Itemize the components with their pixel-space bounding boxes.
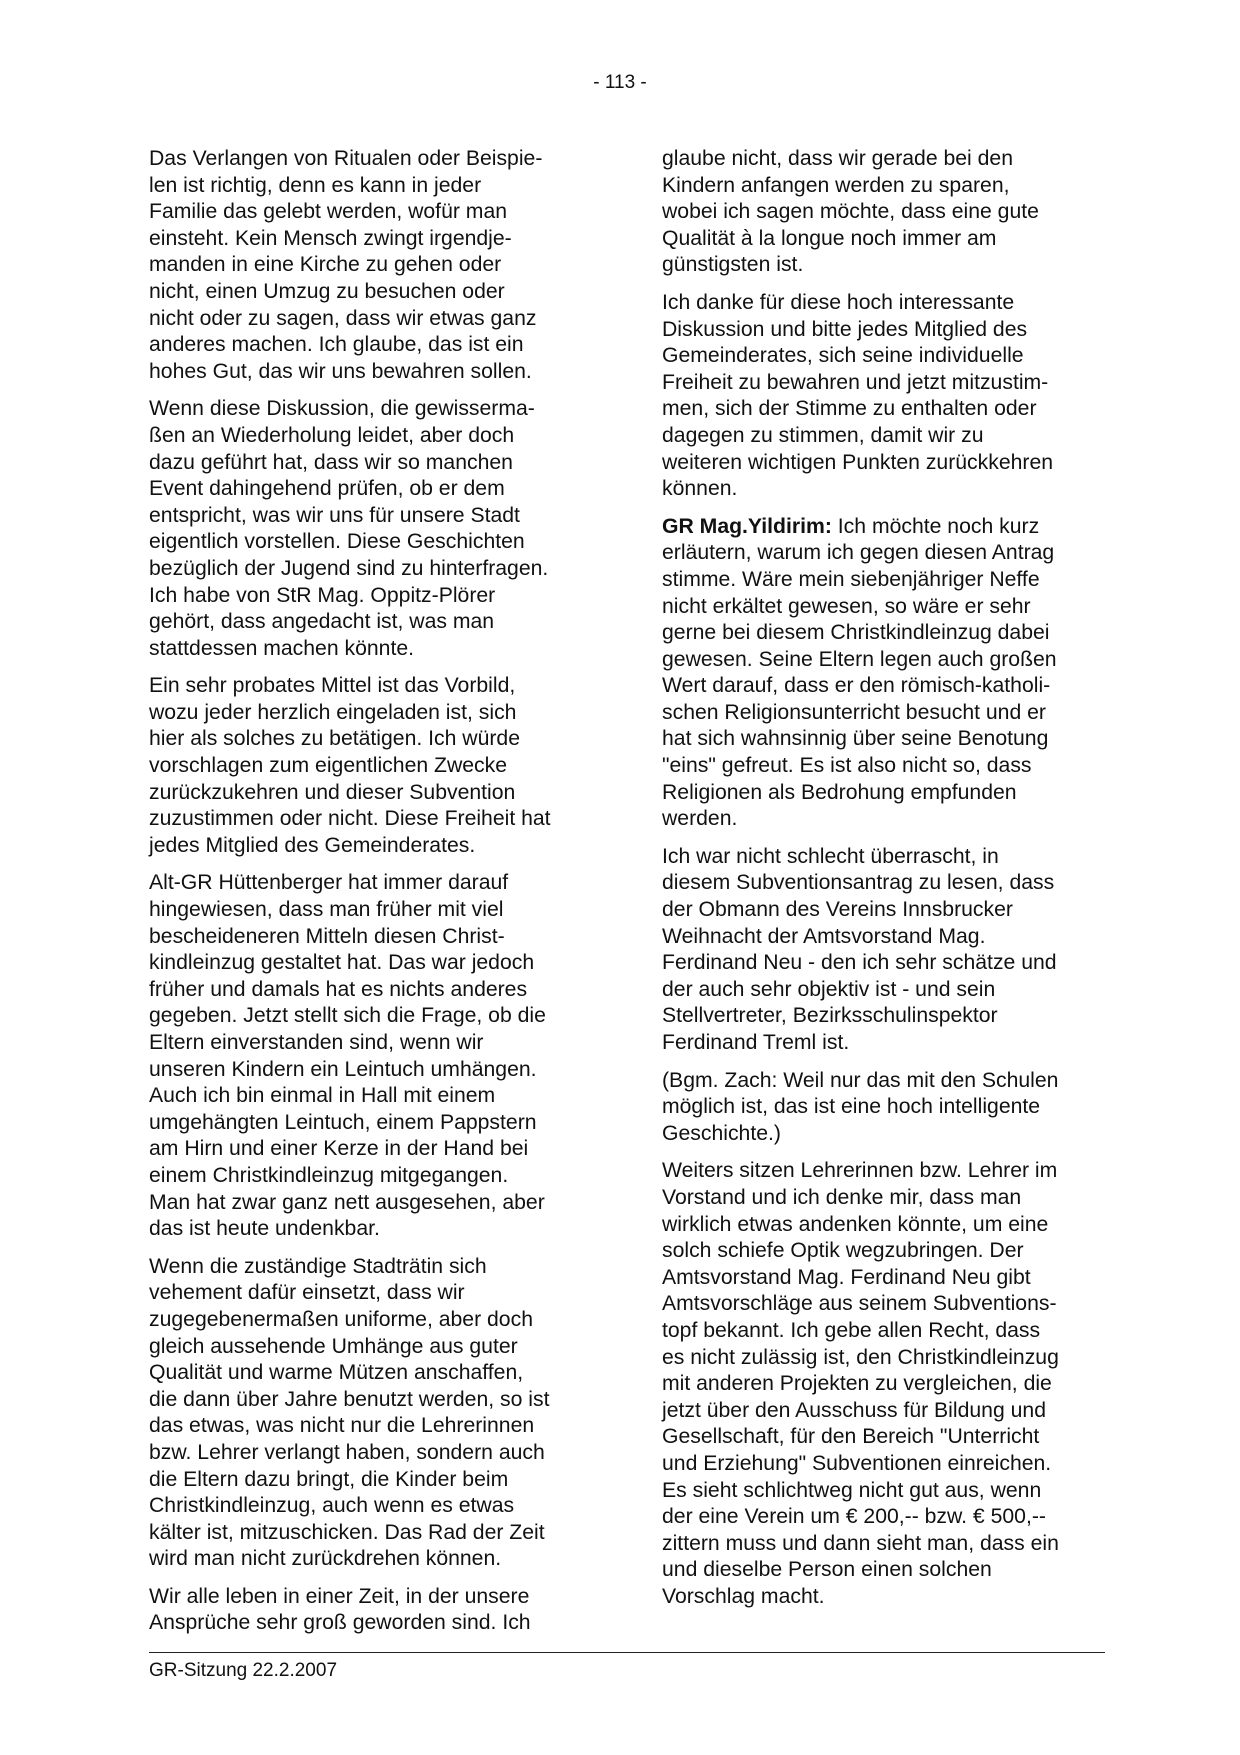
speaker-name: GR Mag.Yildirim: <box>662 514 832 538</box>
footer-session-date: GR-Sitzung 22.2.2007 <box>149 1660 338 1681</box>
speaker-text: Ich möchte noch kurz erläutern, warum ich gegen diesen Antrag stimme. Wäre mein siebenjähriger Neffe nicht erkältet gewesen, so wäre er sehr gerne bei diesem Christkindleinzug dabei gewesen. Seine Eltern legen auch großen Wert darauf, dass er den römisch-katholi- schen Religionsunterricht besucht und er hat sich wahnsinnig über seine Benotung "eins" gefreut. Es ist also nicht so, dass Religionen als Bedrohung empfunden werden. <box>662 514 1057 831</box>
right-column <box>662 146 1100 1621</box>
paragraph: Alt-GR Hüttenberger hat immer darauf hingewiesen, dass man früher mit viel bescheideneren Mitteln diesen Christ- kindleinzug gestaltet hat. Das war jedoch früher und damals hat es nichts anderes gegeben. Jetzt stellt sich die Frage, ob die Eltern einverstanden sind, wenn wir unseren Kindern ein Leintuch umhängen. Auch ich bin einmal in Hall mit einem umgehängten Leintuch, einem Pappstern am Hirn und einer Kerze in der Hand bei einem Christkindleinzug mitgegangen. Man hat zwar ganz nett ausgesehen, aber das ist heute undenkbar. <box>149 871 546 1241</box>
paragraph: Ich war nicht schlecht überrascht, in diesem Subventionsantrag zu lesen, dass der Obmann des Vereins Innsbrucker Weihnacht der Amtsvorstand Mag. Ferdinand Neu - den ich sehr schätze und der auch sehr objektiv ist - und sein Stellvertreter, Bezirksschulinspektor Ferdinand Treml ist. <box>662 844 1057 1054</box>
paragraph: Ein sehr probates Mittel ist das Vorbild, wozu jeder herzlich eingeladen ist, sich hier als solches zu betätigen. Ich würde vorschlagen zum eigentlichen Zwecke zurückzukehren und dieser Subvention zuzustimmen oder nicht. Diese Freiheit hat jedes Mitglied des Gemeinderates. <box>149 674 551 857</box>
paragraph: Wir alle leben in einer Zeit, in der unsere Ansprüche sehr groß geworden sind. Ich <box>149 1584 531 1635</box>
page-number: - 113 - <box>593 72 647 93</box>
paragraph: Ich danke für diese hoch interessante Diskussion und bitte jedes Mitglied des Gemeinderates, sich seine individuelle Freiheit zu bewahren und jetzt mitzustim- men, sich der Stimme zu enthalten oder dagegen zu stimmen, damit wir zu weiteren wichtigen Punkten zurückkehren können. <box>662 290 1054 501</box>
paragraph: Wenn diese Diskussion, die gewisserma- ßen an Wiederholung leidet, aber doch dazu geführt hat, dass wir so manchen Event dahingehend prüfen, ob er dem entspricht, was wir uns für unsere Stadt eigentlich vorstellen. Diese Geschichten bezüglich der Jugend sind zu hinterfragen. Ich habe von StR Mag. Oppitz-Plörer gehört, dass angedacht ist, was man stattdessen machen könnte. <box>149 397 549 660</box>
speaker-paragraph <box>662 514 1100 833</box>
paragraph: Das Verlangen von Ritualen oder Beispie- len ist richtig, denn es kann in jeder Familie das gelebt werden, wofür man einsteht. Kein Mensch zwingt irgendje- manden in eine Kirche zu gehen oder nicht, einen Umzug zu besuchen oder nicht oder zu sagen, dass wir etwas ganz anderes machen. Ich glaube, das ist ein hohes Gut, das wir uns bewahren sollen. <box>149 147 543 383</box>
paragraph: Wenn die zuständige Stadträtin sich vehement dafür einsetzt, dass wir zugegebenermaßen uniforme, aber doch gleich aussehende Umhänge aus guter Qualität und warme Mützen anschaffen, die dann über Jahre benutzt werden, so ist das etwas, was nicht nur die Lehrerinnen bzw. Lehrer verlangt haben, sondern auch die Eltern dazu bringt, die Kinder beim Christkindleinzug, auch wenn es etwas kälter ist, mitzuschicken. Das Rad der Zeit wird man nicht zurückdrehen können. <box>149 1254 550 1571</box>
paragraph: glaube nicht, dass wir gerade bei den Kindern anfangen werden zu sparen, wobei ich sagen möchte, dass eine gute Qualität à la longue noch immer am günstigsten ist. <box>662 147 1039 277</box>
footer-divider <box>149 1652 1105 1653</box>
paragraph: Weiters sitzen Lehrerinnen bzw. Lehrer im Vorstand und ich denke mir, dass man wirklich etwas andenken könnte, um eine solch schiefe Optik wegzubringen. Der Amtsvorstand Mag. Ferdinand Neu gibt Amtsvorschläge aus seinem Subventions- topf bekannt. Ich gebe allen Recht, dass es nicht zulässig ist, den Christkindleinzug mit anderen Projekten zu vergleichen, die jetzt über den Ausschuss für Bildung und Gesellschaft, für den Bereich "Unterricht und Erziehung" Subventionen einreichen. Es sieht schlichtweg nicht gut aus, wenn der eine Verein um € 200,-- bzw. € 500,-- zittern muss und dann sieht man, dass ein und dieselbe Person einen solchen Vorschlag macht. <box>662 1159 1059 1608</box>
interjection: (Bgm. Zach: Weil nur das mit den Schulen möglich ist, das ist eine hoch intelligente Geschichte.) <box>662 1068 1059 1145</box>
left-column <box>149 146 587 1648</box>
